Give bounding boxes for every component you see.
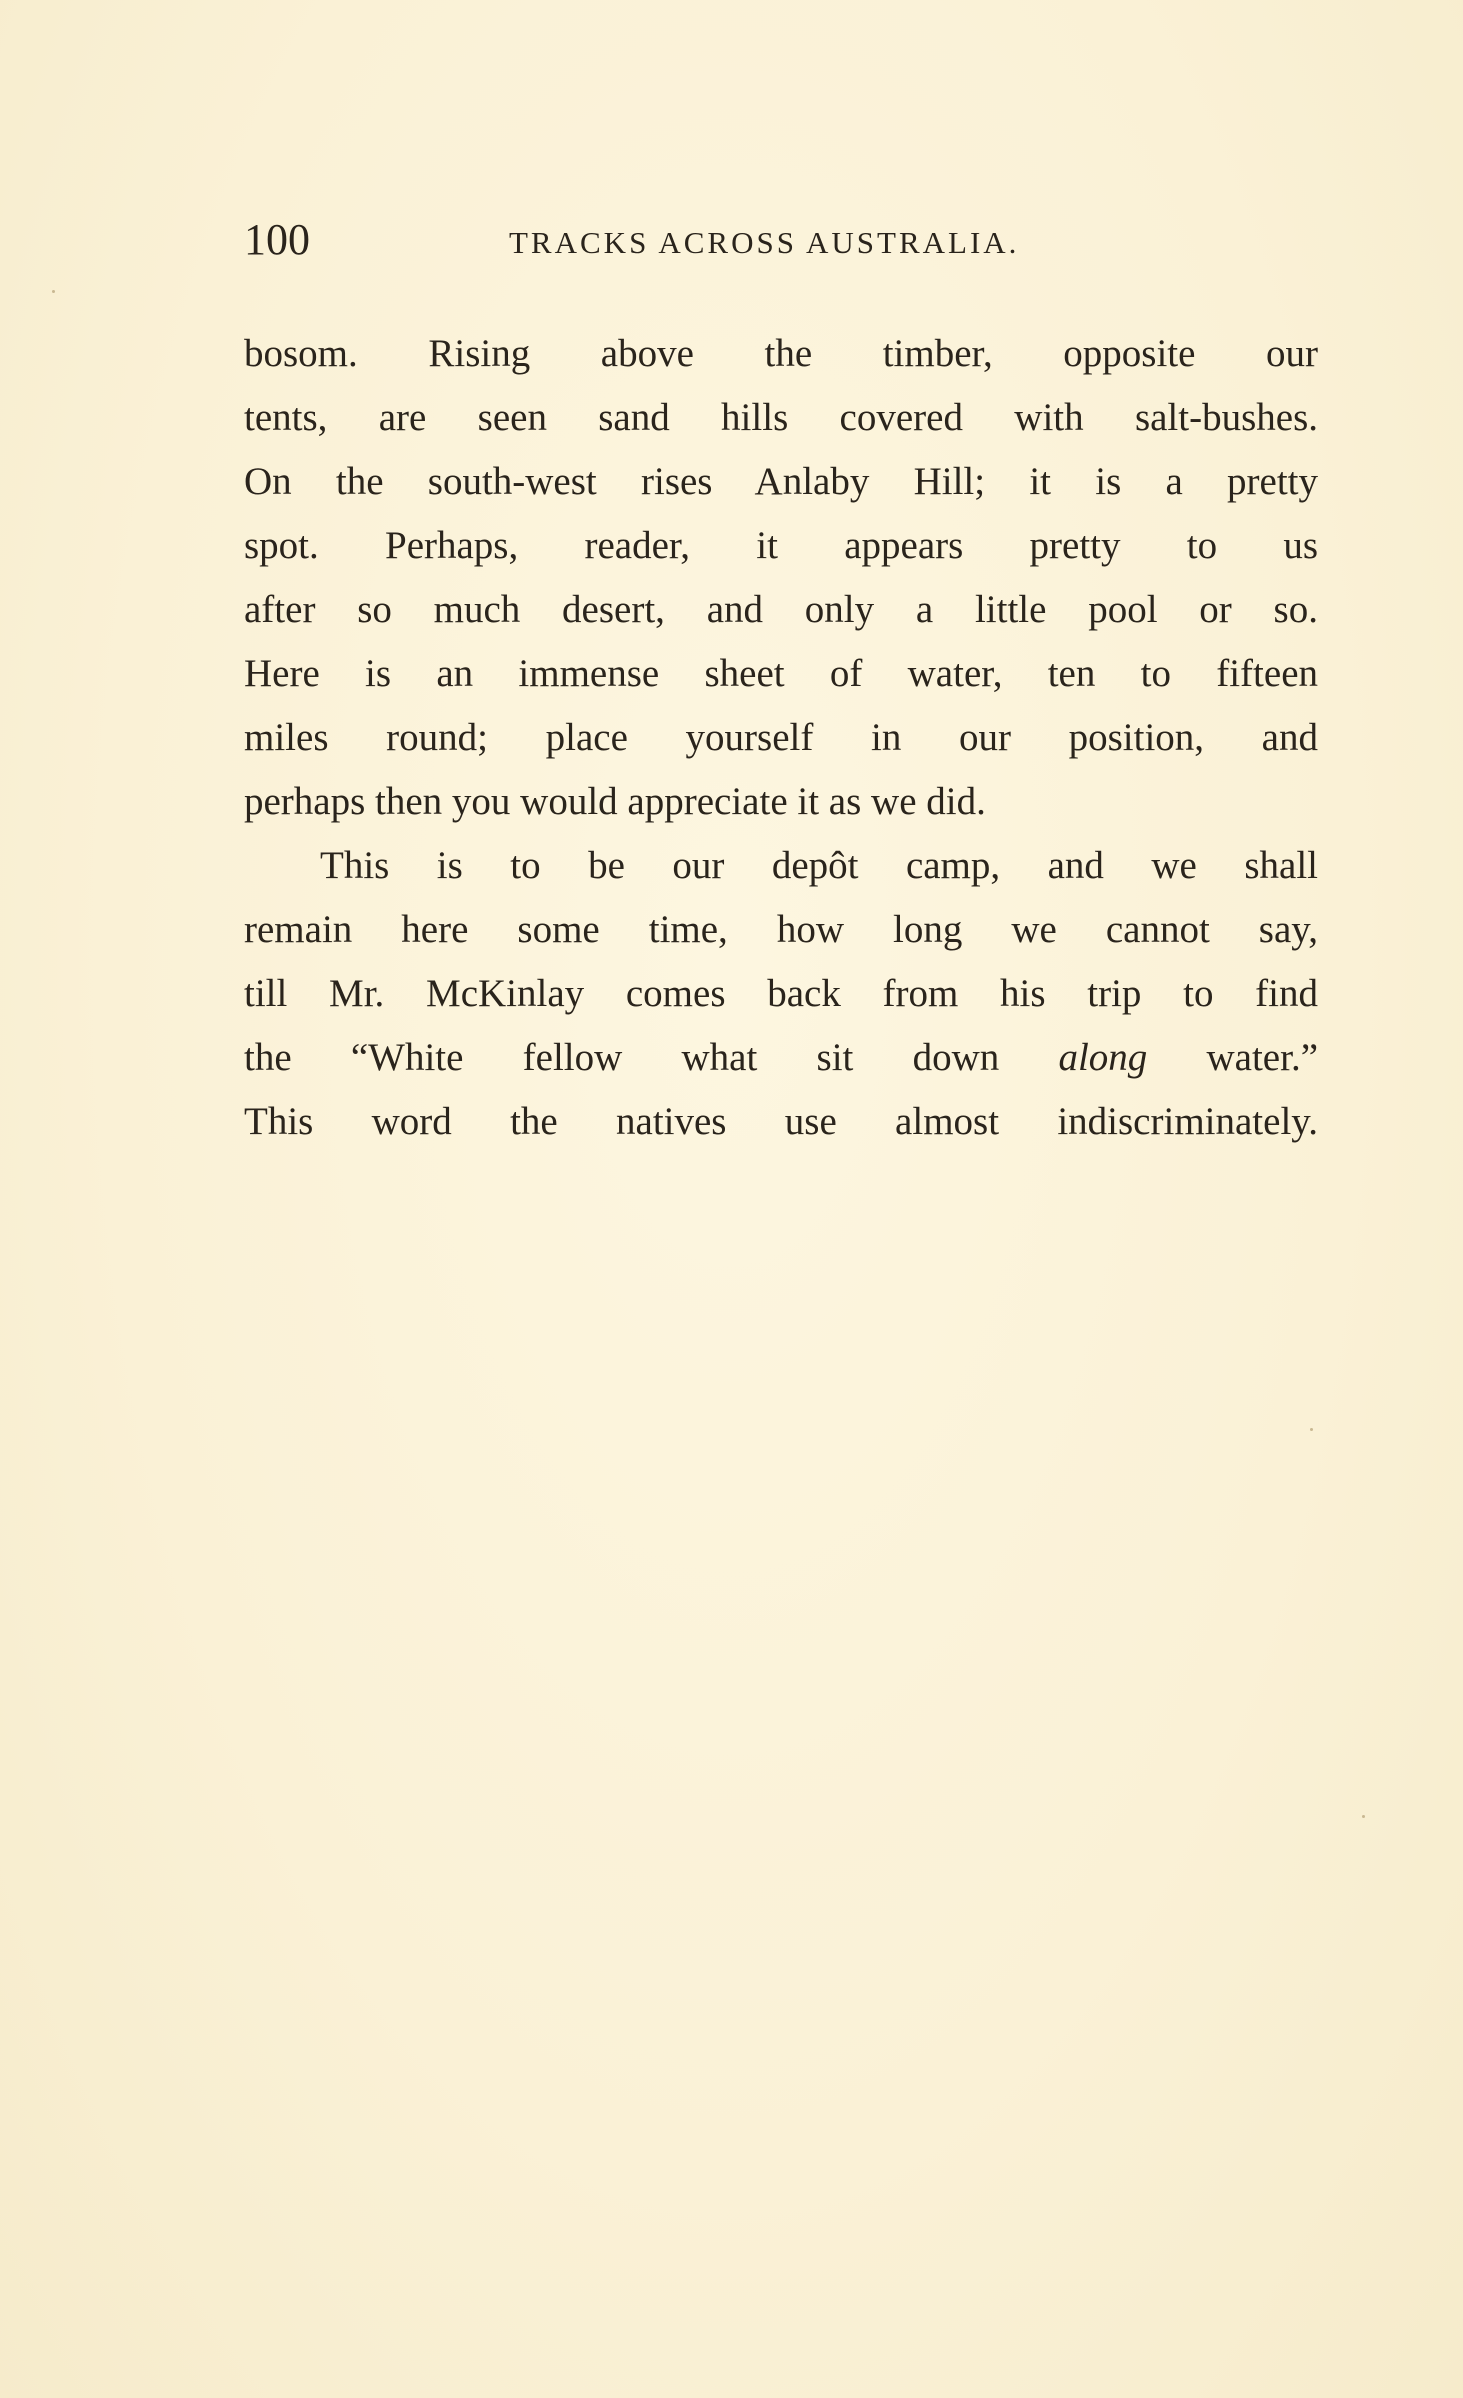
paper-speck <box>1362 1815 1365 1818</box>
text-line: remain here some time, how long we cannot say, <box>244 908 1318 951</box>
text-line: bosom. Rising above the timber, opposite our <box>244 332 1318 375</box>
italic-word: along <box>1058 1036 1148 1079</box>
text-line: perhaps then you would appreciate it as we did. <box>244 780 986 823</box>
text-line: On the south-west rises Anlaby Hill; it is a pretty <box>244 460 1318 503</box>
text-line: This word the natives use almost indiscriminately. <box>244 1100 1318 1143</box>
text-line-with-italic <box>244 1026 1318 1090</box>
text-line: Here is an immense sheet of water, ten to fifteen <box>244 652 1318 695</box>
running-title: TRACKS ACROSS AUSTRALIA. <box>509 225 1020 260</box>
page-number: 100 <box>244 215 310 264</box>
text-line: tents, are seen sand hills covered with salt-bushes. <box>244 396 1318 439</box>
text-line: miles round; place yourself in our position, and <box>244 716 1318 759</box>
paper-speck <box>52 290 55 293</box>
text-line: spot. Perhaps, reader, it appears pretty to us <box>244 524 1318 567</box>
text-segment: the “White fellow what sit down <box>244 1036 1059 1079</box>
paper-speck <box>1310 1428 1313 1431</box>
text-line: after so much desert, and only a little pool or so. <box>244 588 1318 631</box>
body-text <box>244 322 1318 1154</box>
paragraph-start-line: This is to be our depôt camp, and we shall <box>320 844 1318 887</box>
text-segment: water.” <box>1147 1036 1319 1079</box>
text-line: till Mr. McKinlay comes back from his trip to find <box>244 972 1318 1015</box>
running-head <box>244 212 1316 268</box>
